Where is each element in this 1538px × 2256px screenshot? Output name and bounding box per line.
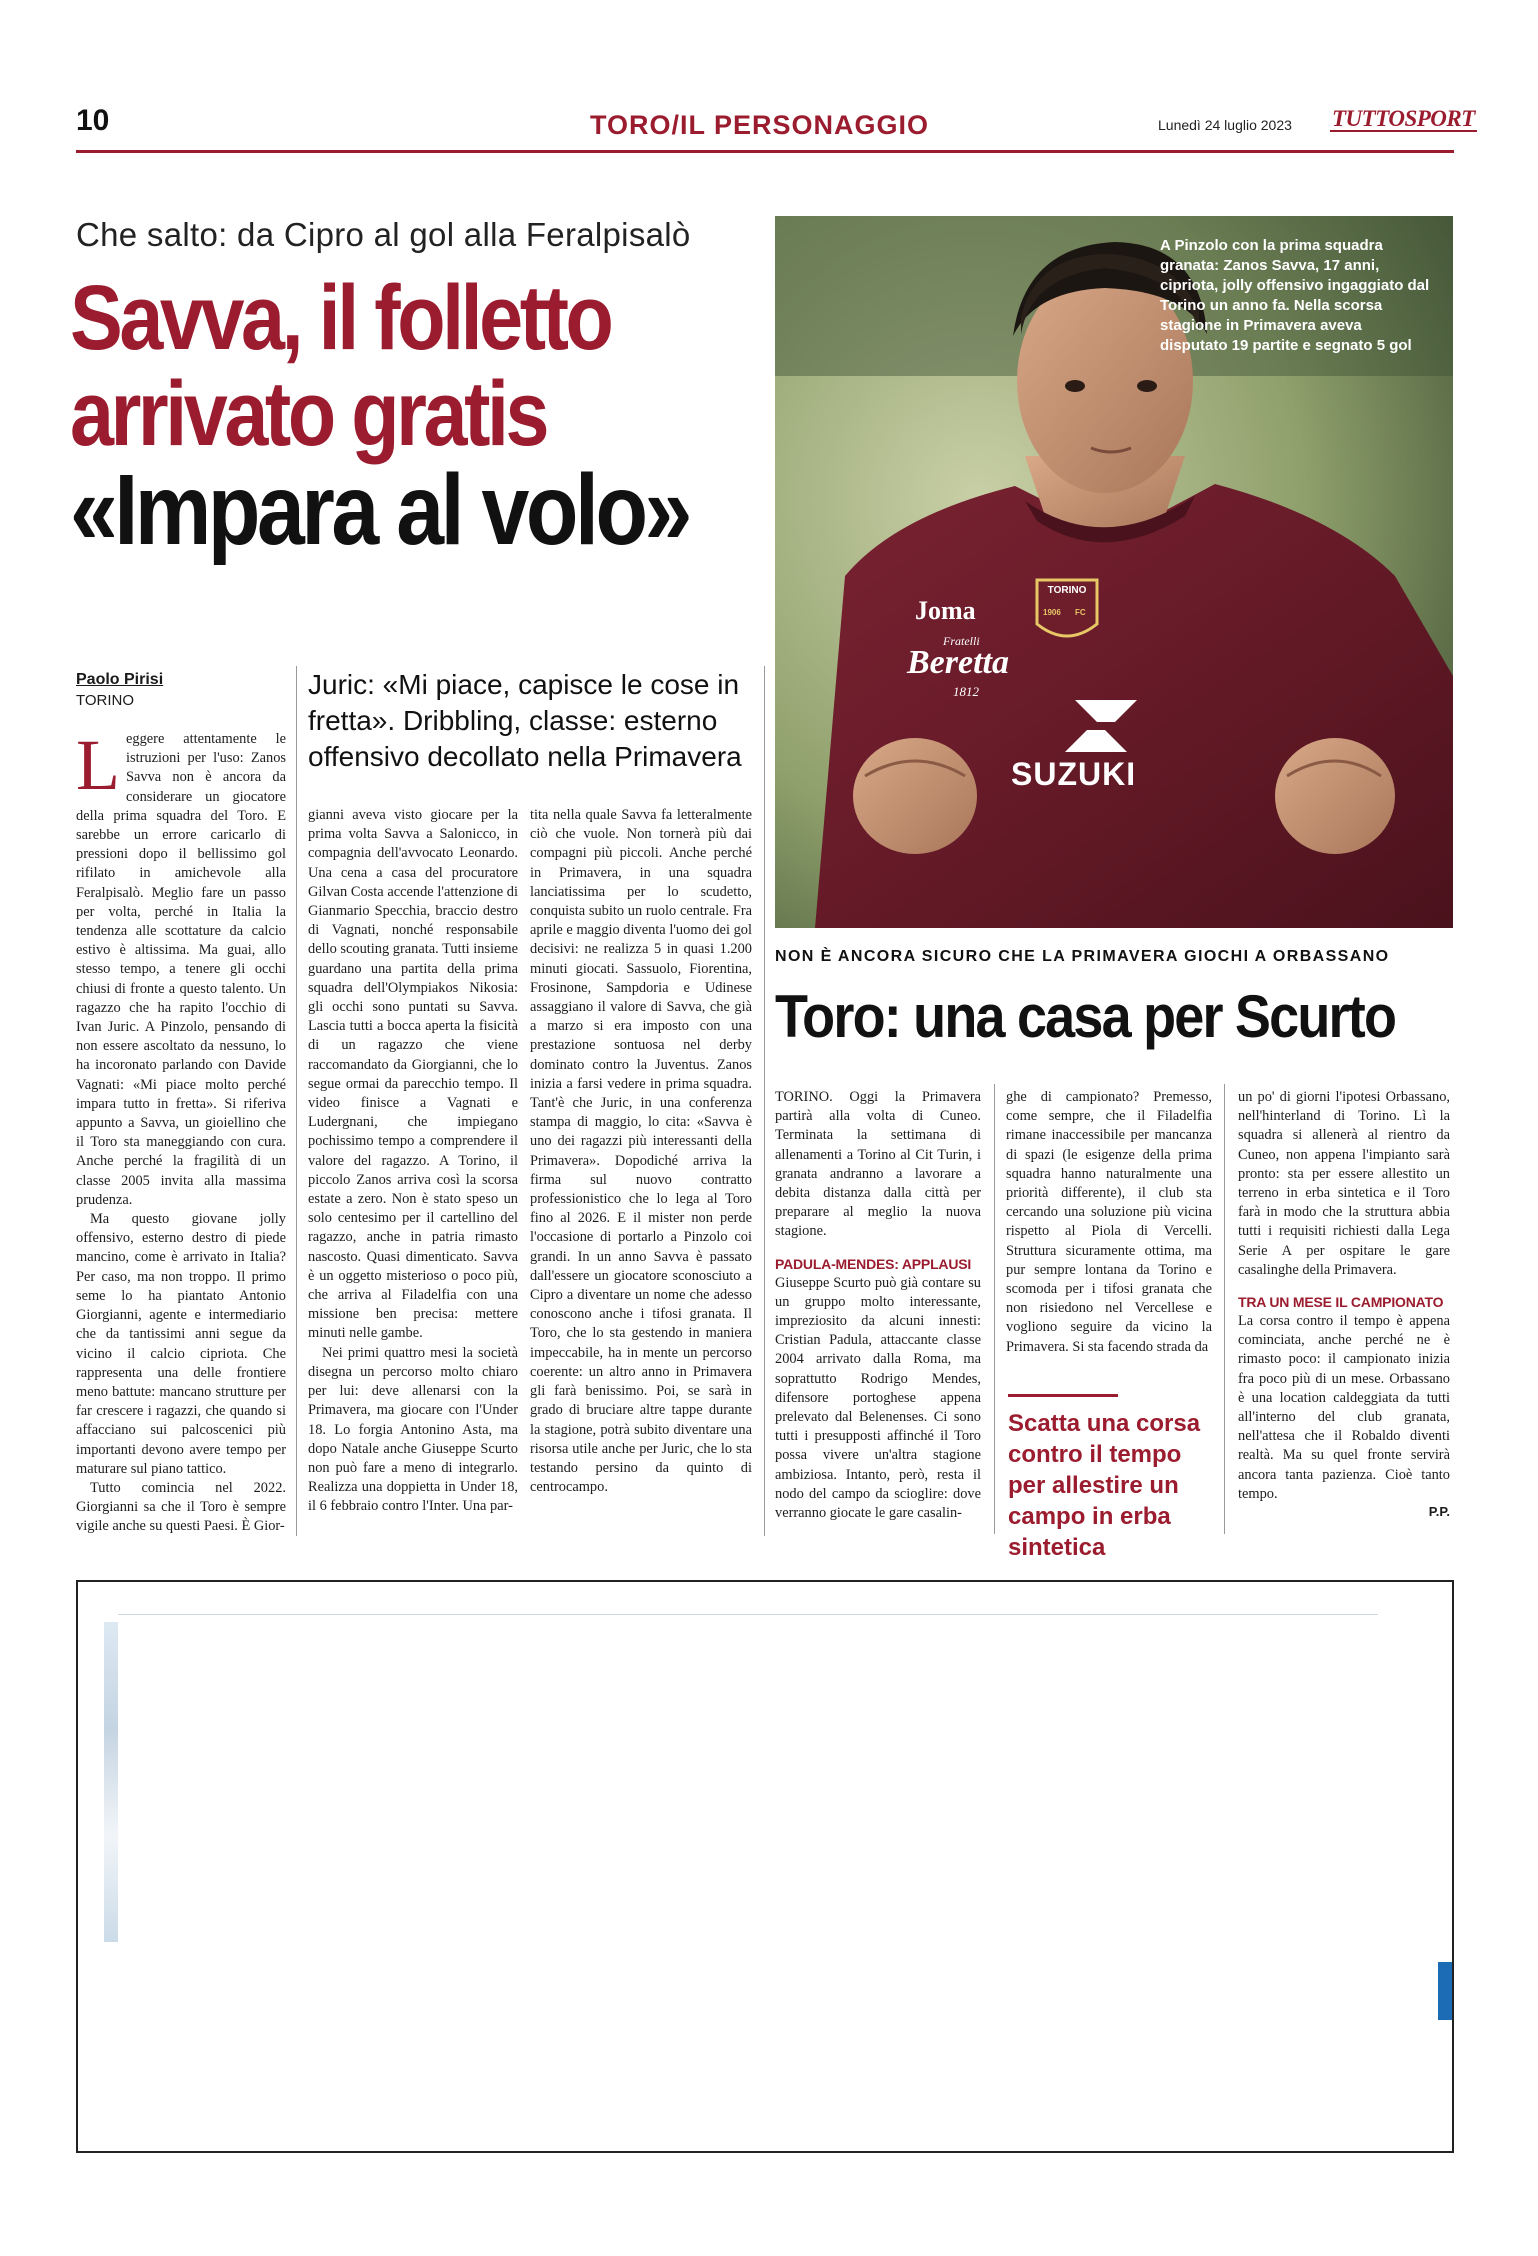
badge-name: TORINO [1047,585,1087,596]
headline-line-1: Savva, il folletto [70,267,611,369]
body-paragraph: Ma questo giovane jolly offensivo, esterno destro di piede mancino, come è arrivato in Italia? Per caso, ma non troppo. Il primo seme lo ha piantato Antonio Giorgianni, agente e intermediario che da tantissimi anni segue da vicino il calcio cipriota. Che rappresenta una delle frontiere meno battute: mancano strutture per far crescere i ragazzi, che quando si affacciano sui palcoscenici più importanti devono avere tempo per maturare sul piano tattico. [76,1211,286,1477]
body-paragraph: tita nella quale Savva fa letteralmente ciò che vuole. Non tornerà più dai compagni più piccoli. Anche perché in Primavera, in una squadra lanciatissima per lo scudetto, conquista subito un ruolo centrale. Fra aprile e maggio diventa l'uomo dei gol decisivi: ne realizza 5 in quasi 1.200 minuti giocati. Sassuolo, Fiorentina, Frosinone, Sampdoria e Udinese assaggiano il valore di Savva, che già a marzo si era imposto con una prestazione sontuosa nel derby dominato contro la Juventus. Zanos inizia a farsi vedere in prima squadra. Tant'è che Juric, in una conferenza stampa di maggio, lo cita: «Savva è uno dei ragazzi più interessanti della Primavera». Dopodiché arriva la firma sul nuovo contratto professionistico che lo lega al Toro fino al 2026. E il mister non perde l'occasione di portarlo a Pinzolo coi grandi. In un anno Savva è passato dall'essere un giocatore sconosciuto a Cipro a diventare un nome che adesso conoscono anche i tifosi granata. Il Toro, che lo sta gestendo in maniera impeccabile, ha in mente un percorso coerente: un altro anno in Primavera gli farà benissimo. Poi, se sarà in grado di bruciare altre tappe durante la stagione, potrà subito diventare una risorsa utile anche per Juric, che lo sta testando persino da quinto di centrocampo. [530,807,752,1496]
second-article-headline: Toro: una casa per Scurto [775,983,1396,1050]
body-paragraph: gianni aveva visto giocare per la prima volta Savva a Salonicco, in compagnia dell'avvocato Leonardo. Una cena a casa del procuratore Gilvan Costa accende l'attenzione di Gianmario Specchia, braccio destro di Vagnati, nonché responsabile dello scouting granata. Tutti insieme guardano una partita della prima squadra dell'Olympiakos Nikosia: gli occhi sono puntati su Savva. Lascia tutti a bocca aperta la fisicità di un ragazzo che viene raccomandato da Giorgianni, che lo segue ormai da parecchio tempo. Il video finisce a Vagnati e Ludergnani, che impiegano pochissimo tempo a comprendere il valore del ragazzo. A Torino, il piccolo Zanos arriva così la scorsa estate a zero. Non è stato speso un solo centesimo per il cartellino del ragazzo, anche in patria rimasto nascosto. Quasi dimenticato. Savva è un oggetto misterioso o poco più, che arriva al Filadelfia con una missione ben precisa: mettere minuti nelle gambe. [308,807,518,1342]
author-name: Paolo Pirisi [76,671,164,688]
body-paragraph: eggere attentamente le istruzioni per l'uso: Zanos Savva non è ancora da considerare un giocatore della prima squadra del Toro. E sarebbe un errore caricarlo di pressioni dopo il bellissimo gol rifilato in amichevole alla Feralpisalò. Meglio fare un passo per volta, perché in Italia la tendenza alle scottature da calcio estivo è altissima. Ma guai, allo stesso tempo, a tenere gli occhi chiusi di fronte a questo talento. Un ragazzo che ha rapito l'occhio di Ivan Juric. A Pinzolo, pensando di non essere ascoltato da nessuno, lo ha incoronato parlando con Davide Vagnati: «Mi piace molto perché impara tutto in fretta». Si riferiva appunto a Savva, un gioiellino che il Toro sta maneggiando con cura. Anche perché la fragilità di un classe 2005 invita alla massima prudenza. [76,731,286,1208]
second-article-column-1 [775,1088,981,1523]
dropcap: L [76,725,120,805]
ad-top-line [118,1614,1378,1615]
shirt-sponsor-top: Joma [915,596,976,625]
badge-year: 1906 [1043,608,1061,617]
article-signature: P.P. [1428,1504,1450,1520]
pull-quote: Scatta una corsa contro il tempo per allestire un campo in erba sintetica [1008,1410,1201,1561]
shirt-sponsor-main: Beretta [907,644,1009,681]
ad-side-tab [1438,1962,1452,2020]
section-subtitle: TRA UN MESE IL CAMPIONATO [1238,1294,1444,1311]
pullquote-rule [1008,1394,1118,1397]
headline-line-2: arrivato gratis [70,363,547,465]
section-title: TORO/IL PERSONAGGIO [590,110,930,140]
shirt-sponsor-bottom: SUZUKI [1011,756,1137,792]
page-number: 10 [76,104,110,137]
article-subhead: Juric: «Mi piace, capisce le cose in fretta». Dribbling, classe: esterno offensivo decollato nella Primavera [308,669,742,772]
body-paragraph: Nei primi quattro mesi la società disegna un percorso molto chiaro per lui: deve allenarsi con la Primavera, ma giocare con l'Under 18. Lo forgia Antonino Asta, ma dopo Natale anche Giuseppe Scurto non può fare a meno di integrarlo. Realizza una doppietta in Under 18, il 6 febbraio contro l'Inter. Una par- [308,1344,518,1515]
body-paragraph: un po' di giorni l'ipotesi Orbassano, nell'hinterland di Torino. Lì la squadra si allenerà al rientro da Cuneo, non appena l'impianto sarà pronto: sta per essere allestito un terreno in erba sintetica e il Toro farà in modo che la struttura abbia tutti i requisiti richiesti dalla Lega Serie A per ospitare le gare casalinghe della Primavera. [1238,1089,1450,1278]
article-column-2 [308,806,518,1517]
photo-caption: A Pinzolo con la prima squadra granata: Zanos Savva, 17 anni, cipriota, jolly offensivo ingaggiato dal Torino un anno fa. Nella scorsa stagione in Primavera aveva disputato 19 partite e segnato 5 gol [1160,237,1430,354]
column-divider [1224,1084,1225,1534]
body-paragraph: La corsa contro il tempo è appena cominciata, anche perché ne è rimasto poco: il campionato inizia fra poco più di un mese. Orbassano è una location caldeggiata da tutti all'interno del club granata, nell'attesa che il Robaldo diventi realtà. Ma su quel fronte servirà ancora tanta pazienza. Cioè tanto tempo. [1238,1313,1450,1502]
main-headline [70,267,758,566]
shirt-sponsor-year: 1812 [953,684,979,699]
second-article-column-2 [1006,1088,1212,1357]
body-paragraph: Giuseppe Scurto può già contare su un gruppo molto interessante, impreziosito da alcuni innesti: Cristian Padula, attaccante classe 2004 arrivato dalla Roma, ma soprattutto Rodrigo Mendes, difensore portoghese appena prelevato dal Belenenses. Ci sono tutti i presupposti affinché il Toro possa vivere un'altra stagione ambiziosa. Intanto, però, resta il nodo del campo da scioglire: dove verranno giocate le gare casalin- [775,1274,981,1522]
article-column-1 [76,725,286,1537]
column-divider [296,666,297,1536]
headline-line-3: «Impara al volo» [70,454,689,566]
body-paragraph: TORINO. Oggi la Primavera partirà alla volta di Cuneo. Terminata la settimana di allenamenti a Torino al Cit Turin, i granata andranno a lavorare a debita distanza dalla città per preparare al meglio la nuova stagione. [775,1089,981,1240]
shirt-sponsor-small: Fratelli [943,634,980,648]
body-paragraph: Tutto comincia nel 2022. Giorgianni sa che il Toro è sempre vigile anche su questi Paesi. È Gior- [76,1479,286,1535]
ad-image-edge [104,1622,118,1942]
issue-date: Lunedì 24 luglio 2023 [1158,117,1292,133]
body-paragraph: ghe di campionato? Premesso, come sempre, che il Filadelfia rimane inaccessibile per mancanza di spazi (le esigenze della prima squadra hanno naturalmente una priorità differente), il club sta cercando una soluzione più vicina rispetto al Piola di Vercelli. Struttura sicuramente ottima, ma pur sempre lontana da Torino e scomoda per i tifosi granata che non risiedono nel Vercellese e vogliono seguire da vicino la Primavera. Si sta facendo strada da [1006,1089,1212,1355]
column-divider [764,666,765,1536]
header-rule [76,150,1454,153]
article-kicker: Che salto: da Cipro al gol alla Feralpisalò [76,216,691,253]
article-column-3 [530,806,752,1497]
section-subtitle: PADULA-MENDES: APPLAUSI [775,1255,972,1272]
column-divider [994,1084,995,1534]
badge-fc: FC [1075,608,1086,617]
newspaper-logo: TUTTOSPORT [1332,106,1475,131]
second-article-kicker: NON È ANCORA SICURO CHE LA PRIMAVERA GIOCHI A ORBASSANO [775,948,1390,965]
dateline-city: TORINO [76,692,135,709]
advertisement-frame[interactable] [76,1580,1454,2153]
second-article-column-3 [1238,1088,1450,1519]
